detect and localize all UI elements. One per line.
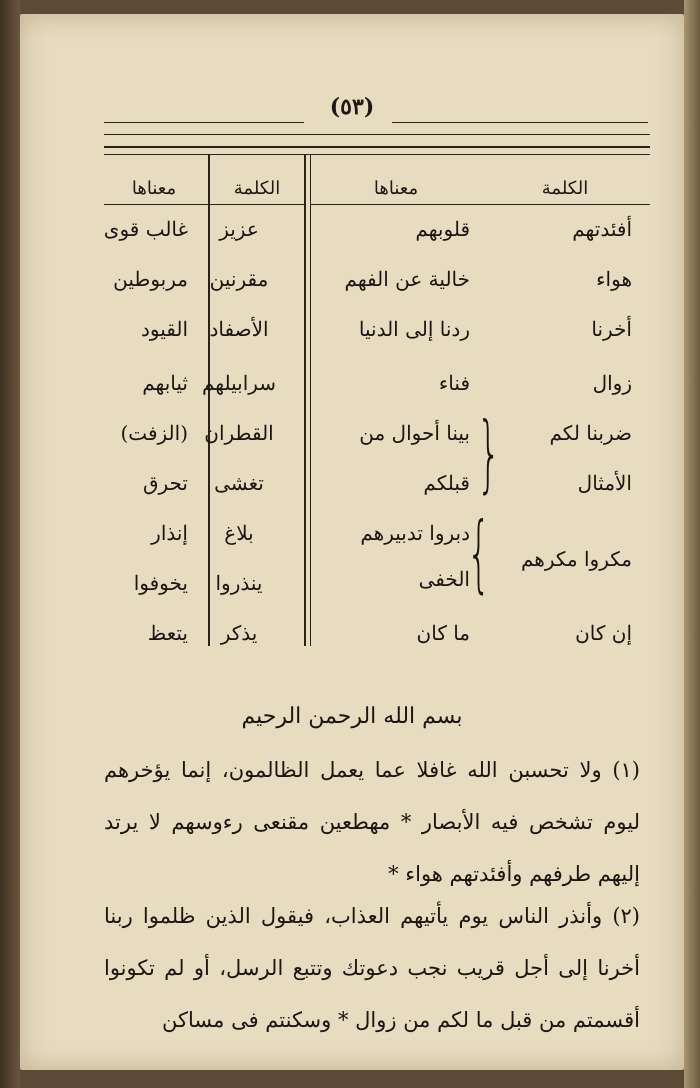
header-meaning-right: معناها xyxy=(373,178,419,199)
grouping-brace-top: } xyxy=(476,404,501,502)
verse-paragraph-1: (١) ولا تحسبن الله غافلا عما يعمل الظالمون، إنما يؤخرهم ليوم تشخص فيه الأبصار * مهطعين مقنعى رءوسهم لا يرتد إليهم طرفهم وأفئدتهم هواء * xyxy=(104,758,640,886)
book-page xyxy=(20,14,684,1070)
table-row-word2: ينذروا xyxy=(215,571,263,595)
table-top-rule-2 xyxy=(104,154,650,155)
grouping-brace-bottom: { xyxy=(466,504,491,602)
table-row-meaning2: يتعظ xyxy=(147,621,188,645)
header-bottom-rule-right xyxy=(310,204,650,205)
table-row-meaning: بينا أحوال من xyxy=(359,421,470,445)
header-rule-left xyxy=(104,122,304,123)
table-row-word: الأمثال xyxy=(577,471,632,495)
table-row-word2: مقرنين xyxy=(209,267,269,291)
header-meaning-left: معناها xyxy=(131,178,177,199)
table-row-meaning: ردنا إلى الدنيا xyxy=(358,317,470,341)
table-top-rule xyxy=(104,146,650,148)
table-row-meaning2: مربوطين xyxy=(113,267,188,291)
table-row-meaning: ما كان xyxy=(416,621,470,645)
table-row-meaning: خالية عن الفهم xyxy=(344,267,470,291)
page-number: (٥٣) xyxy=(329,94,375,120)
table-row-meaning2: (الزفت) xyxy=(120,421,188,445)
header-rule-full xyxy=(104,134,650,135)
header-bottom-rule-left xyxy=(104,204,304,205)
verse-paragraph-2: (٢) وأنذر الناس يوم يأتيهم العذاب، فيقول الذين ظلموا ربنا أخرنا إلى أجل قريب نجب دعوتك وتتبع الرسل، أو لم تكونوا أقسمتم من قبل ما لكم من زوال * وسكنتم فى مساكن xyxy=(104,904,640,1032)
table-row-meaning2: ثيابهم xyxy=(142,371,188,395)
table-row-word2: سرابيلهم xyxy=(201,371,277,395)
table-row-word: أفئدتهم xyxy=(572,217,632,241)
table-row-meaning2: يخوفوا xyxy=(133,571,188,595)
table-row-word2: يذكر xyxy=(220,621,258,645)
table-row-meaning2: غالب قوى xyxy=(103,217,188,241)
page-edge xyxy=(684,0,700,1088)
table-row-meaning2: القيود xyxy=(140,317,188,341)
table-row-word: زوال xyxy=(592,371,632,395)
table-row-word2: القطران xyxy=(204,421,274,445)
table-row-meaning2: إنذار xyxy=(151,521,188,545)
table-row-word2: بلاغ xyxy=(224,521,254,545)
table-row-word: أخرنا xyxy=(591,317,632,341)
table-row-meaning: فناء xyxy=(438,371,470,395)
table-row-meaning: قبلكم xyxy=(423,471,470,495)
table-row-word2: تغشى xyxy=(214,471,264,495)
header-rule-right xyxy=(392,122,648,123)
header-word-left: الكلمة xyxy=(233,178,281,199)
table-row-meaning: دبروا تدبيرهم xyxy=(360,521,470,545)
table-row-word: إن كان xyxy=(575,621,632,645)
table-row-meaning: الخفى xyxy=(418,567,470,591)
table-row-meaning2: تحرق xyxy=(142,471,188,495)
header-word-right: الكلمة xyxy=(541,178,589,199)
table-row-word: مكروا مكرهم xyxy=(520,547,632,571)
table-row-meaning: قلوبهم xyxy=(415,217,470,241)
table-row-word: ضربنا لكم xyxy=(549,421,632,445)
table-row-word: هواء xyxy=(596,267,632,291)
table-row-word2: عزيز xyxy=(219,217,259,241)
book-gutter xyxy=(0,0,20,1088)
table-row-word2: الأصفاد xyxy=(209,317,269,341)
basmala: بسم الله الرحمن الرحيم xyxy=(241,704,463,729)
